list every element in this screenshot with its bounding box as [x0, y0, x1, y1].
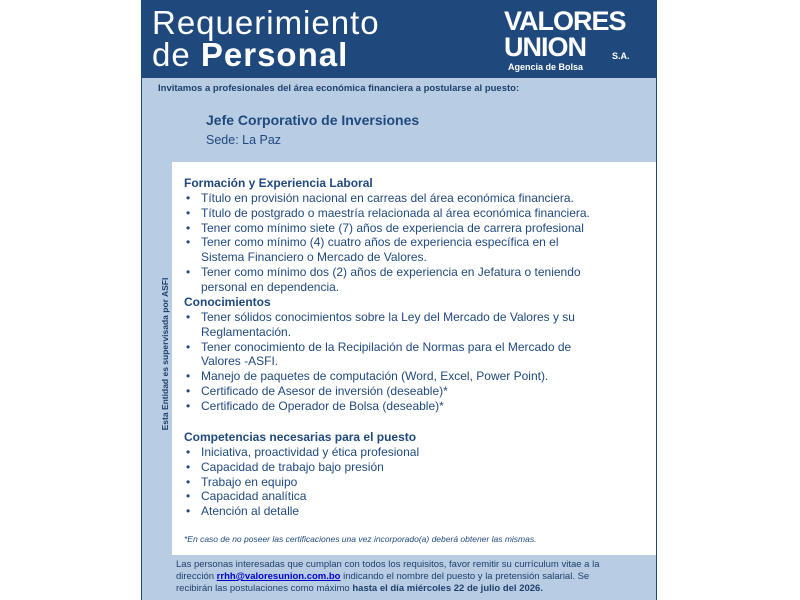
- section-heading: Conocimientos: [184, 295, 271, 309]
- list-item: • Tener como mínimo siete (7) años de experiencia de carrera profesional: [184, 221, 644, 236]
- section-heading: Formación y Experiencia Laboral: [184, 176, 373, 190]
- valores-union-logo: [504, 7, 654, 73]
- list-item: • Título en provisión nacional en carreas del área económica financiera.: [184, 191, 644, 206]
- title-line1: Requerimiento: [152, 4, 380, 41]
- section-competencias: [184, 430, 644, 519]
- footer-text-2: indicando el nombre del puesto y la pretensión salarial. Se recibirán las postulaciones como máximo: [176, 571, 590, 594]
- asfi-supervision-text: Esta Entidad es supervisada por ASFI: [160, 277, 170, 430]
- job-posting-flyer: [141, 0, 657, 600]
- logo-subtitle: Agencia de Bolsa: [508, 62, 584, 72]
- list-item: • Atención al detalle: [184, 504, 644, 519]
- section-heading: Competencias necesarias para el puesto: [184, 430, 417, 444]
- list-item: • Tener conocimiento de la Recipilación de Normas para el Mercado de Valores -ASFI.: [184, 340, 644, 370]
- title-line2-prefix: de: [152, 36, 201, 73]
- title-line2-bold: Personal: [200, 36, 349, 73]
- list-item: • Certificado de Operador de Bolsa (deseable)*: [184, 399, 644, 414]
- list-item: • Manejo de paquetes de computación (Word, Excel, Power Point).: [184, 369, 644, 384]
- title-line2: [152, 38, 348, 72]
- certification-note: *En caso de no poseer las certificaciones una vez incorporado(a) deberá obtener las mismas.: [184, 534, 537, 544]
- list-item: • Tener sólidos conocimientos sobre la Ley del Mercado de Valores y su Reglamentación.: [184, 310, 644, 340]
- logo-text-valores: VALORES: [504, 6, 626, 36]
- list-item: • Tener como mínimo dos (2) años de experiencia en Jefatura o teniendo personal en dependencia.: [184, 265, 644, 295]
- list-item: • Capacidad analítica: [184, 489, 644, 504]
- job-title: Jefe Corporativo de Inversiones: [206, 112, 420, 128]
- application-instructions: [176, 559, 626, 595]
- list-item: • Tener como mínimo (4) cuatro años de experiencia específica en el Sistema Financiero o Mercado de Valores.: [184, 235, 644, 265]
- job-location: Sede: La Paz: [206, 133, 282, 147]
- section-formacion: [184, 176, 644, 295]
- list-item: • Iniciativa, proactividad y ética profesional: [184, 445, 644, 460]
- header-banner: [142, 0, 656, 78]
- footer-text-1: Las personas interesadas que cumplan con todos los requisitos, favor remitir su currículum vitae a la dirección: [176, 559, 600, 582]
- list-item: • Título de postgrado o maestría relacionada al área económica financiera.: [184, 206, 644, 221]
- job-title-box: [172, 99, 656, 161]
- list-item: • Trabajo en equipo: [184, 475, 644, 490]
- invitation-text: Invitamos a profesionales del área económica financiera a postularse al puesto:: [158, 83, 520, 94]
- email-link[interactable]: rrhh@valoresunion.com.bo: [216, 571, 341, 582]
- list-item: • Capacidad de trabajo bajo presión: [184, 460, 644, 475]
- requirements-panel: [172, 162, 656, 555]
- section-conocimientos: [184, 295, 644, 414]
- logo-text-sa: S.A.: [612, 51, 630, 61]
- list-item: • Certificado de Asesor de inversión (deseable)*: [184, 384, 644, 399]
- logo-text-union: UNION: [504, 32, 586, 62]
- deadline-text: hasta el día miércoles 22 de julio del 2026.: [352, 583, 543, 594]
